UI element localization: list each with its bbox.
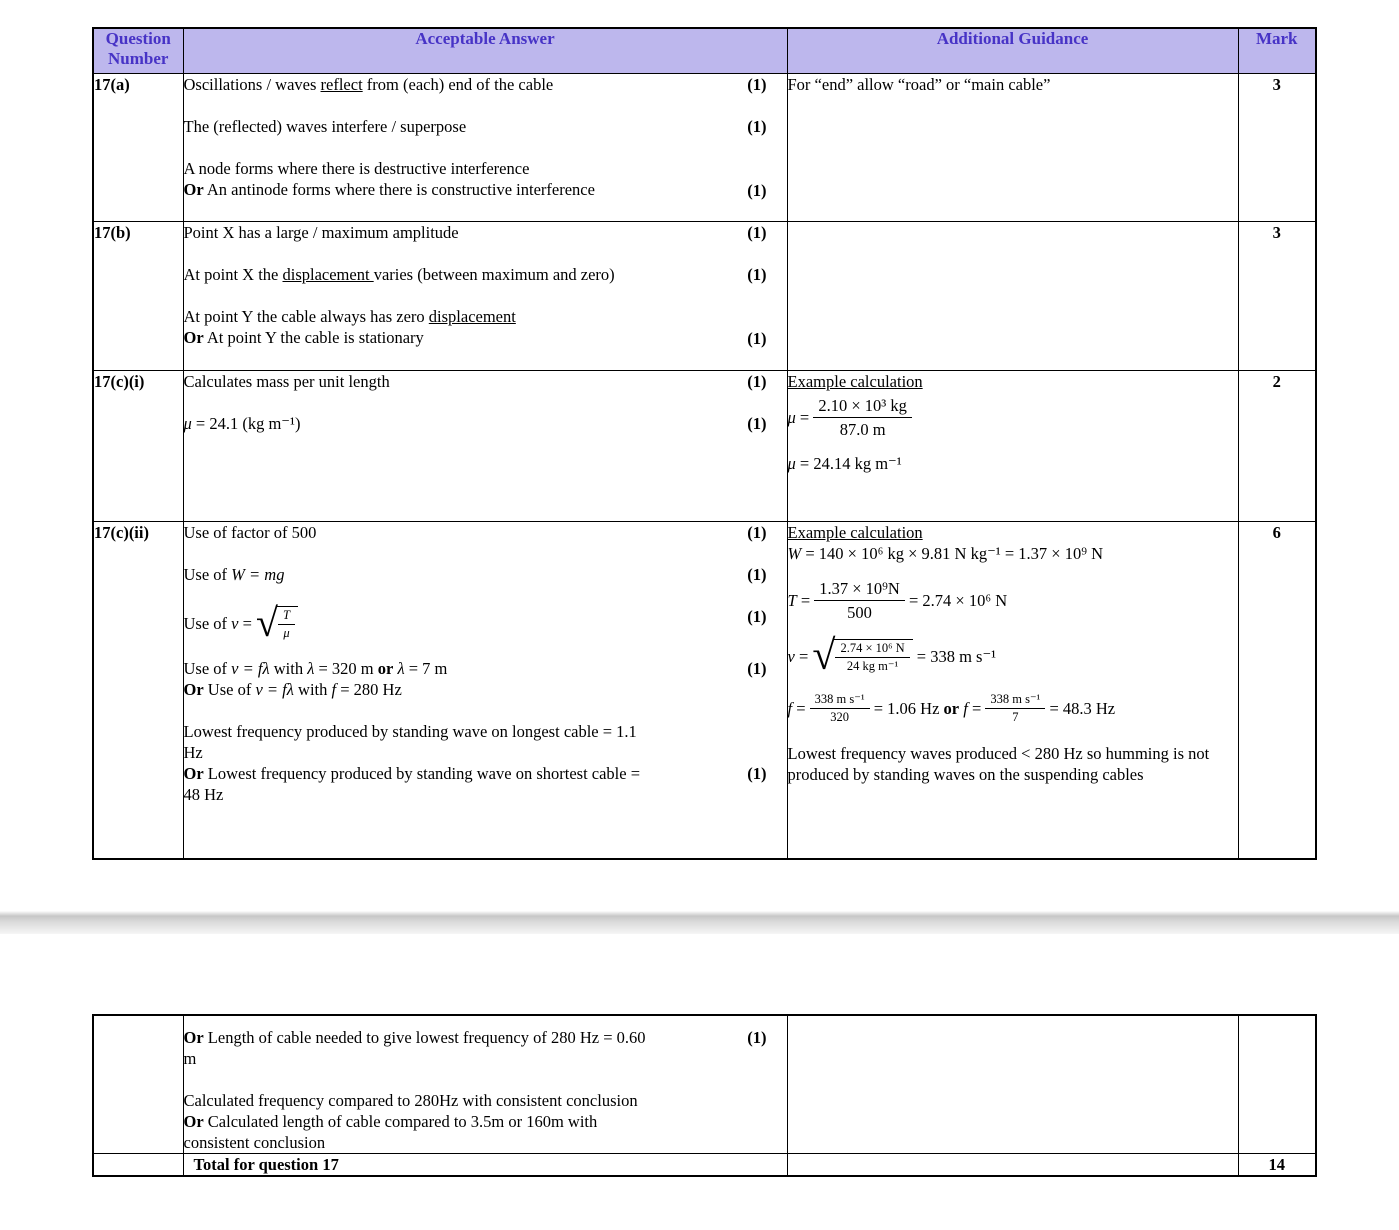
answer-cell-17ci bbox=[183, 370, 787, 521]
answer-point bbox=[184, 371, 787, 392]
equation bbox=[787, 632, 1238, 679]
table-row-17a bbox=[93, 73, 1316, 221]
answer-text: Use of bbox=[183, 658, 232, 678]
answer-point bbox=[183, 600, 787, 645]
math-variable: μ bbox=[787, 453, 796, 473]
guidance-cell-17cii bbox=[787, 521, 1238, 859]
guidance-cell-empty bbox=[787, 1154, 1238, 1177]
fraction-numerator: 338 m s⁻¹ bbox=[985, 692, 1045, 709]
fraction-denominator: 24 kg m⁻¹ bbox=[846, 658, 899, 673]
or-keyword: or bbox=[377, 658, 394, 678]
answer-text-underlined: reflect bbox=[320, 74, 363, 94]
radicand bbox=[833, 639, 912, 674]
fraction-numerator: 1.37 × 10⁹N bbox=[814, 578, 905, 601]
answer-point bbox=[184, 1027, 787, 1069]
point-mark: (1) bbox=[747, 522, 767, 542]
answer-text: A node forms where there is destructive interference bbox=[183, 158, 530, 178]
point-mark: (1) bbox=[747, 264, 767, 284]
answer-text: m bbox=[183, 1049, 197, 1068]
header-mark: Mark bbox=[1238, 28, 1316, 73]
answer-text: with bbox=[269, 658, 308, 678]
math-variable: T bbox=[787, 590, 797, 610]
math-expression: W = mg bbox=[231, 564, 285, 584]
or-keyword: Or bbox=[183, 327, 204, 347]
answer-text: varies (between maximum and zero) bbox=[373, 264, 615, 284]
fraction-denominator: 320 bbox=[830, 710, 849, 725]
header-question-number: Question Number bbox=[93, 28, 183, 73]
guidance-cell-continuation bbox=[787, 1015, 1238, 1154]
math-variable: μ bbox=[787, 407, 796, 427]
question-number-17b: 17(b) bbox=[93, 221, 183, 370]
point-mark: (1) bbox=[747, 116, 767, 136]
guidance-cell-17b bbox=[787, 221, 1238, 370]
or-keyword: or bbox=[943, 699, 960, 719]
question-number-17ci: 17(c)(i) bbox=[93, 370, 183, 521]
equation-text: = 48.3 Hz bbox=[1045, 699, 1116, 719]
header-acceptable-answer: Acceptable Answer bbox=[183, 28, 787, 73]
equation bbox=[788, 453, 1238, 474]
mark-cell-17cii: 6 bbox=[1238, 521, 1316, 859]
point-mark: (1) bbox=[747, 763, 767, 783]
fraction bbox=[814, 578, 905, 623]
mark-scheme-table-top bbox=[92, 27, 1317, 860]
point-mark: (1) bbox=[747, 1028, 767, 1047]
mark-cell-continuation bbox=[1238, 1015, 1316, 1154]
point-mark: (1) bbox=[747, 74, 767, 94]
answer-text: 48 Hz bbox=[183, 784, 224, 804]
page-break-divider bbox=[0, 911, 1399, 934]
answer-cell-17b bbox=[183, 221, 787, 370]
or-keyword: Or bbox=[183, 763, 204, 783]
equation-text: = bbox=[967, 699, 986, 719]
answer-text: Use of bbox=[203, 679, 256, 699]
fraction-denominator: μ bbox=[283, 625, 290, 640]
answer-text: The (reflected) waves interfere / superpose bbox=[183, 116, 467, 136]
answer-text: Lowest frequency produced by standing wave on longest cable = 1.1 bbox=[183, 721, 637, 741]
or-keyword: Or bbox=[183, 179, 204, 199]
equation bbox=[788, 395, 1238, 440]
guidance-title: Example calculation bbox=[787, 371, 923, 391]
answer-cell-continuation bbox=[183, 1015, 787, 1154]
math-variable: f bbox=[787, 699, 793, 719]
answer-point bbox=[184, 74, 787, 95]
mark-cell-17b: 3 bbox=[1238, 221, 1316, 370]
answer-text: An antinode forms where there is constructive interference bbox=[203, 179, 595, 199]
answer-text: At point Y the cable always has zero bbox=[183, 306, 429, 326]
point-mark: (1) bbox=[747, 180, 767, 200]
math-expression: v = fλ bbox=[255, 679, 294, 699]
answer-text: = 320 m bbox=[314, 658, 378, 678]
total-label-cell: Total for question 17 bbox=[183, 1154, 787, 1177]
math-variable: v bbox=[231, 613, 239, 633]
answer-point bbox=[184, 522, 787, 543]
fraction-numerator: T bbox=[278, 608, 295, 625]
fraction bbox=[813, 395, 912, 440]
fraction-numerator: 338 m s⁻¹ bbox=[810, 692, 870, 709]
math-variable: λ bbox=[393, 658, 405, 678]
or-keyword: Or bbox=[183, 679, 204, 699]
equation-text: = bbox=[238, 613, 257, 633]
answer-text: from (each) end of the cable bbox=[362, 74, 554, 94]
answer-text: with bbox=[293, 679, 332, 699]
point-mark: (1) bbox=[747, 658, 767, 678]
equation-text: = 1.06 Hz bbox=[869, 699, 944, 719]
equation-text: = bbox=[794, 646, 813, 666]
point-mark: (1) bbox=[747, 606, 767, 626]
point-mark: (1) bbox=[747, 413, 767, 433]
math-variable: v bbox=[787, 646, 795, 666]
square-root bbox=[812, 632, 912, 679]
equation-text: = 140 × 10⁶ kg × 9.81 N kg⁻¹ = 1.37 × 10⁹ N bbox=[801, 543, 1104, 563]
answer-text: = 280 Hz bbox=[336, 679, 402, 699]
math-expression: v = fλ bbox=[231, 658, 270, 678]
table-row-17ci bbox=[93, 370, 1316, 521]
or-keyword: Or bbox=[183, 1028, 204, 1047]
answer-text: Calculated frequency compared to 280Hz with consistent conclusion bbox=[183, 1091, 638, 1110]
answer-point bbox=[184, 658, 787, 700]
fraction-numerator: 2.10 × 10³ kg bbox=[813, 395, 912, 418]
fraction-numerator: 2.74 × 10⁶ N bbox=[835, 641, 909, 658]
answer-text: At point X the bbox=[183, 264, 283, 284]
answer-point bbox=[184, 222, 787, 243]
answer-text: Use of factor of 500 bbox=[183, 522, 317, 542]
mark-scheme-table-bottom bbox=[92, 1014, 1317, 1177]
radicand bbox=[276, 606, 298, 641]
answer-cell-17cii bbox=[183, 521, 787, 859]
answer-text: consistent conclusion bbox=[183, 1133, 326, 1152]
fraction-denominator: 87.0 m bbox=[839, 419, 886, 439]
math-variable: f bbox=[959, 699, 968, 719]
answer-text: Point X has a large / maximum amplitude bbox=[183, 222, 459, 242]
radical-sign: √ bbox=[256, 600, 278, 645]
answer-point bbox=[184, 264, 787, 285]
mark-cell-17a: 3 bbox=[1238, 73, 1316, 221]
guidance-title: Example calculation bbox=[787, 522, 923, 542]
equation bbox=[788, 578, 1238, 623]
table-row-total bbox=[93, 1154, 1316, 1177]
guidance-text: Lowest frequency waves produced < 280 Hz so humming is not produced by standing waves on the suspending cables bbox=[787, 744, 1210, 785]
total-mark-cell: 14 bbox=[1238, 1154, 1316, 1177]
answer-text: Length of cable needed to give lowest frequency of 280 Hz = 0.60 bbox=[203, 1028, 646, 1047]
point-mark: (1) bbox=[747, 328, 767, 348]
answer-text: Calculated length of cable compared to 3.5m or 160m with bbox=[203, 1112, 598, 1131]
answer-text: = 7 m bbox=[404, 658, 448, 678]
math-variable: f bbox=[331, 679, 337, 699]
math-variable: λ bbox=[307, 658, 315, 678]
answer-text: = 24.1 (kg m⁻¹) bbox=[191, 413, 301, 433]
table-row-continuation bbox=[93, 1015, 1316, 1154]
point-mark: (1) bbox=[747, 371, 767, 391]
answer-text: Calculates mass per unit length bbox=[183, 371, 390, 391]
table-row-17cii bbox=[93, 521, 1316, 859]
answer-text: Use of bbox=[183, 564, 232, 584]
answer-point bbox=[184, 116, 787, 137]
math-variable: W bbox=[787, 543, 802, 563]
equation-text: = bbox=[796, 590, 815, 610]
equation-text: = 2.74 × 10⁶ N bbox=[904, 590, 1008, 610]
answer-point bbox=[184, 721, 787, 805]
answer-point bbox=[184, 306, 787, 348]
answer-cell-17a bbox=[183, 73, 787, 221]
question-number-17a: 17(a) bbox=[93, 73, 183, 221]
equation bbox=[788, 692, 1238, 725]
answer-text: Use of bbox=[183, 613, 232, 633]
mark-cell-17ci: 2 bbox=[1238, 370, 1316, 521]
point-mark: (1) bbox=[747, 564, 767, 584]
answer-text-underlined: displacement bbox=[428, 306, 516, 326]
table-row-17b bbox=[93, 221, 1316, 370]
answer-text: Hz bbox=[183, 742, 203, 762]
answer-text: Oscillations / waves bbox=[183, 74, 321, 94]
answer-text: At point Y the cable is stationary bbox=[203, 327, 424, 347]
answer-point bbox=[184, 1090, 787, 1153]
answer-text-underlined: displacement bbox=[282, 264, 374, 284]
square-root bbox=[256, 600, 298, 645]
radical-sign: √ bbox=[812, 632, 836, 679]
guidance-text: For “end” allow “road” or “main cable” bbox=[787, 74, 1051, 94]
math-variable: μ bbox=[183, 413, 192, 433]
answer-point bbox=[184, 564, 787, 585]
point-mark: (1) bbox=[747, 222, 767, 242]
fraction-denominator: 7 bbox=[1012, 710, 1019, 725]
header-row bbox=[93, 28, 1316, 73]
fraction bbox=[810, 692, 870, 725]
equation bbox=[183, 600, 725, 645]
equation-text: = 338 m s⁻¹ bbox=[912, 646, 997, 666]
or-keyword: Or bbox=[183, 1112, 204, 1131]
question-number-cell-empty bbox=[93, 1154, 183, 1177]
answer-point bbox=[184, 413, 787, 434]
question-number-17cii: 17(c)(ii) bbox=[93, 521, 183, 859]
guidance-cell-17ci bbox=[787, 370, 1238, 521]
equation-text: = bbox=[792, 699, 810, 719]
fraction-denominator: 500 bbox=[847, 602, 872, 622]
header-additional-guidance: Additional Guidance bbox=[787, 28, 1238, 73]
fraction bbox=[985, 692, 1045, 725]
question-number-cell-empty bbox=[93, 1015, 183, 1154]
equation bbox=[788, 543, 1238, 564]
equation-text: = 24.14 kg m⁻¹ bbox=[795, 453, 902, 473]
equation-text: = bbox=[795, 407, 814, 427]
answer-text: Lowest frequency produced by standing wave on shortest cable = bbox=[203, 763, 641, 783]
guidance-cell-17a bbox=[787, 73, 1238, 221]
answer-point bbox=[184, 158, 787, 200]
